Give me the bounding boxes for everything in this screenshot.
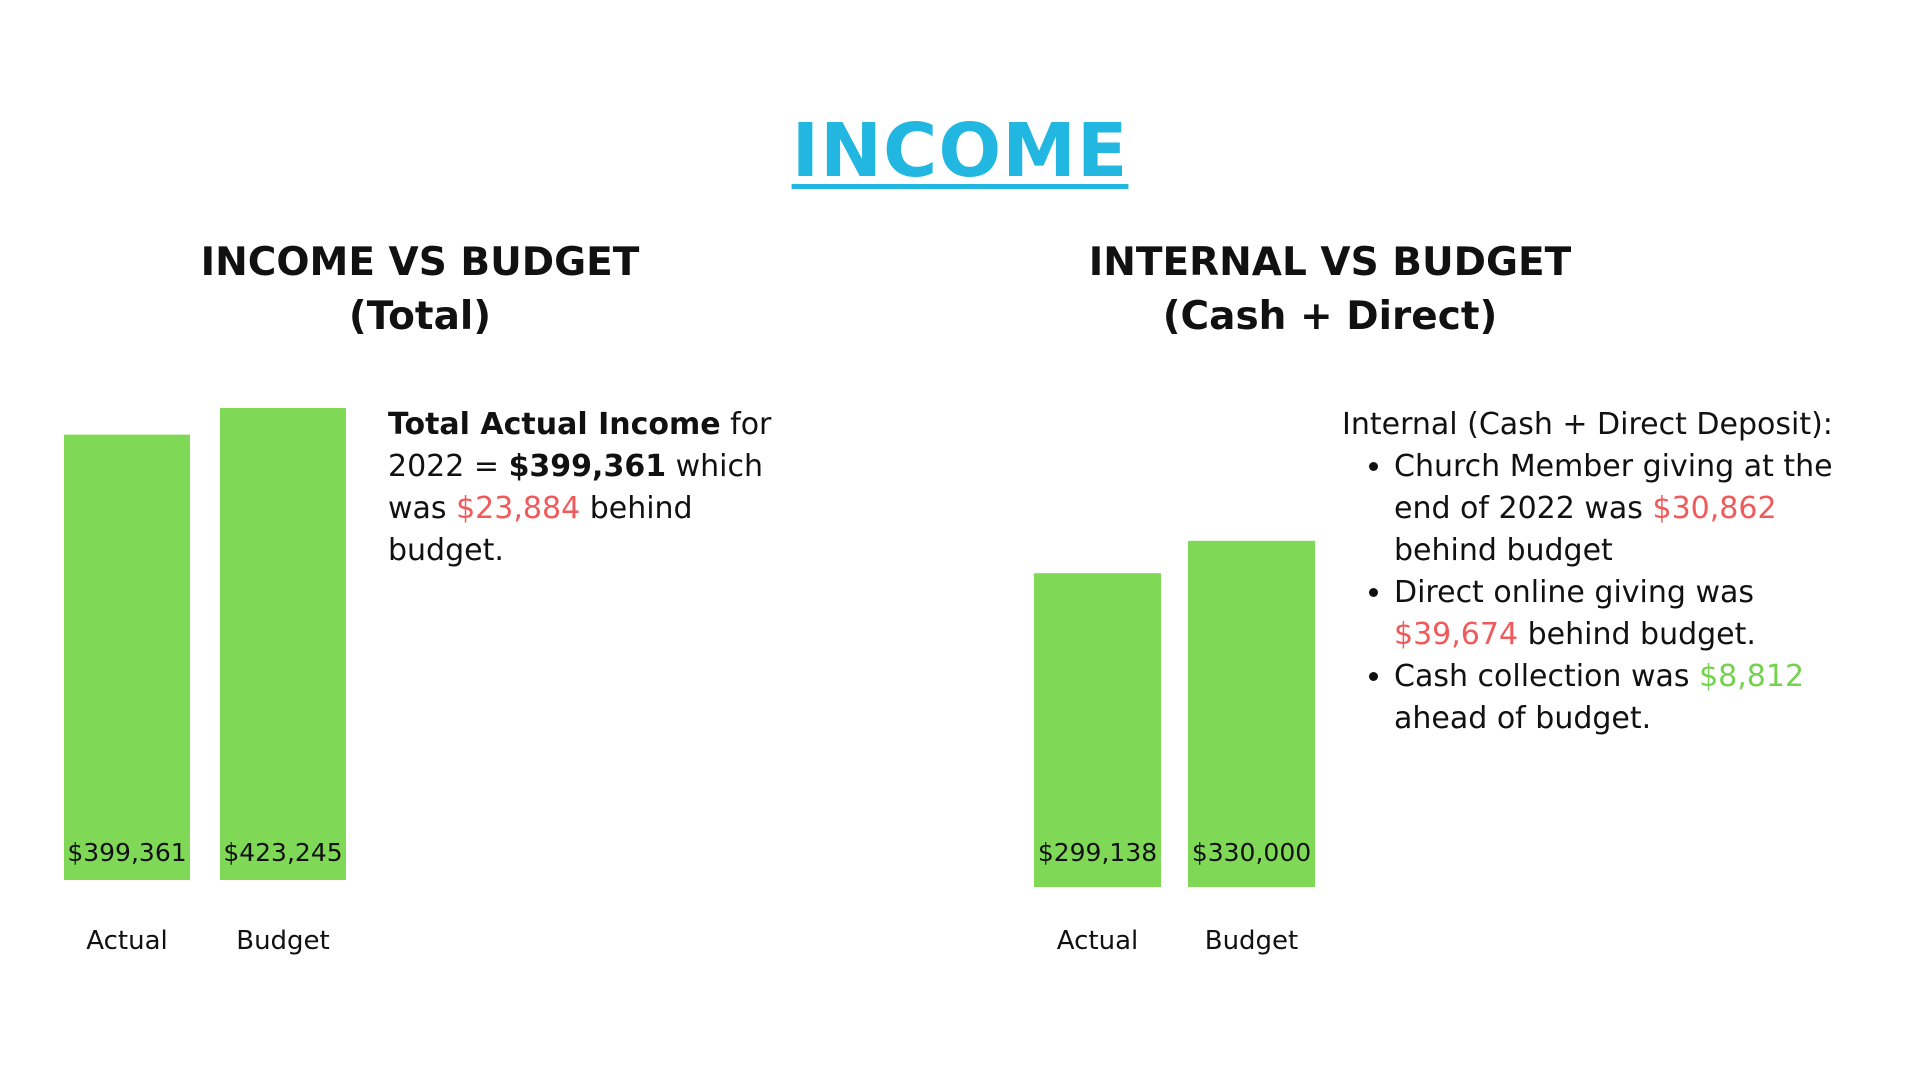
note-text-1: for 2022 = [388, 407, 772, 484]
chart-internal-vs-budget [1034, 541, 1315, 956]
note-total-value: $399,361 [508, 449, 667, 484]
bar-value-label: $399,361 [67, 838, 187, 867]
category-label: Budget [1204, 926, 1299, 956]
bar-budget [220, 408, 346, 880]
bullet-direct-online-giving [1394, 572, 1862, 656]
internal-intro: Internal (Cash + Direct Deposit): [1342, 407, 1833, 442]
left-panel-title-line1: INCOME VS BUDGET [200, 240, 640, 285]
left-panel-note [388, 404, 818, 572]
bar-value-label: $299,138 [1037, 838, 1158, 867]
bullet-church-member-giving [1394, 446, 1862, 572]
category-label: Budget [236, 926, 330, 956]
bullet-text: ahead of budget. [1394, 701, 1652, 736]
bullet-cash-collection [1394, 656, 1862, 740]
page-title: INCOME [791, 108, 1129, 194]
bar-value-label: $330,000 [1191, 838, 1312, 867]
right-panel-title-line2: (Cash + Direct) [1162, 294, 1498, 339]
category-label: Actual [86, 926, 168, 956]
bullet-text: behind budget. [1518, 617, 1756, 652]
bar-actual [64, 435, 190, 880]
category-label: Actual [1056, 926, 1139, 956]
note-total-label: Total Actual Income [388, 407, 721, 442]
bullet-text: Direct online giving was [1394, 575, 1755, 610]
bar-value-label: $423,245 [223, 838, 343, 867]
bullet-amount: $39,674 [1394, 617, 1519, 652]
right-panel-title-line1: INTERNAL VS BUDGET [1088, 240, 1572, 285]
note-text-3: behind budget. [388, 491, 693, 568]
bullet-text: Church Member giving at the end of 2022 was [1394, 449, 1833, 526]
bullet-amount: $8,812 [1699, 659, 1805, 694]
right-panel-note [1342, 404, 1862, 740]
note-shortfall-value: $23,884 [456, 491, 581, 526]
internal-bullet-list [1342, 446, 1862, 740]
left-panel-title-line2: (Total) [348, 294, 492, 339]
bar-budget [1188, 541, 1315, 887]
bullet-text: behind budget [1394, 533, 1613, 568]
note-text-2: which was [388, 449, 764, 526]
bullet-amount: $30,862 [1652, 491, 1777, 526]
bullet-text: Cash collection was [1394, 659, 1700, 694]
chart-income-vs-budget [64, 408, 346, 956]
